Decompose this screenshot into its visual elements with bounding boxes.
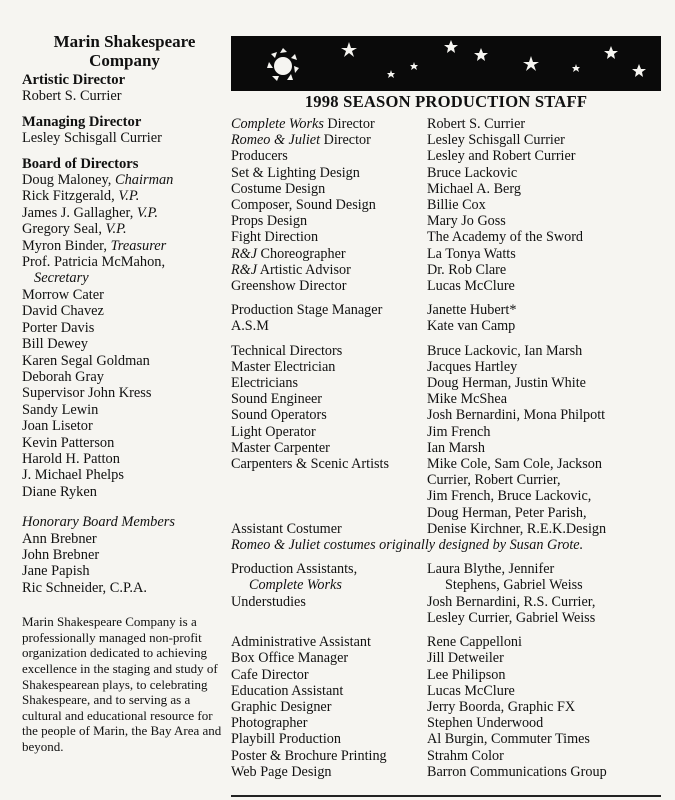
staff-row xyxy=(231,132,671,148)
staff-row xyxy=(231,577,671,593)
staff-row xyxy=(231,699,671,715)
staff-name: Lee Philipson xyxy=(427,666,506,683)
staff-role xyxy=(231,407,427,423)
board-member-name: Supervisor John Kress xyxy=(22,385,152,402)
board-member-name: Rick Fitzgerald, xyxy=(22,188,119,205)
bottom-rule xyxy=(231,795,661,797)
honorary-list xyxy=(22,531,227,597)
staff-role xyxy=(231,165,427,181)
staff-role xyxy=(231,213,427,229)
staff-role xyxy=(231,197,427,213)
staff-role xyxy=(231,116,427,132)
role-text: Production Stage Manager xyxy=(231,302,383,319)
board-member-name: Morrow Cater xyxy=(22,286,104,303)
staff-role xyxy=(231,229,427,245)
role-text: Director xyxy=(323,116,375,132)
board-member-name: Diane Ryken xyxy=(22,483,97,500)
board-member xyxy=(22,238,227,254)
staff-role xyxy=(231,748,427,764)
staff-role xyxy=(231,594,427,610)
staff-row xyxy=(231,764,671,780)
staff-row xyxy=(231,375,671,391)
board-member-title: V.P. xyxy=(105,221,127,238)
staff-role xyxy=(231,521,427,537)
staff-name: Denise Kirchner, R.E.K.Design xyxy=(427,520,607,537)
role-text: Artistic Advisor xyxy=(257,261,351,278)
artistic-director-label: Artistic Director xyxy=(22,72,126,88)
staff-role xyxy=(231,456,427,472)
board-member-name: Porter Davis xyxy=(22,319,95,336)
managing-director-label: Managing Director xyxy=(22,113,142,130)
role-text: Master Electrician xyxy=(231,358,336,375)
staff-name: Mike McShea xyxy=(427,391,507,408)
staff-row xyxy=(231,343,671,359)
staff-role xyxy=(231,577,445,593)
staff-role xyxy=(231,561,427,577)
role-text: Carpenters & Scenic Artists xyxy=(231,456,390,473)
costume-note: Romeo & Juliet costumes originally designed by Susan Grote. xyxy=(231,537,584,554)
staff-role xyxy=(231,634,427,650)
board-member xyxy=(22,254,227,270)
company-sidebar xyxy=(22,32,227,755)
board-member xyxy=(22,270,227,286)
staff-role xyxy=(231,318,427,334)
staff-name: Al Burgin, Commuter Times xyxy=(427,731,590,748)
staff-role xyxy=(231,359,427,375)
board-member-name: Karen Segal Goldman xyxy=(22,352,150,369)
spacer xyxy=(231,335,671,343)
board-member xyxy=(22,418,227,434)
board-member xyxy=(22,188,227,204)
staff-role xyxy=(231,132,427,148)
staff-name: Lucas McClure xyxy=(427,278,515,295)
staff-row xyxy=(231,302,671,318)
staff-row xyxy=(231,667,671,683)
staff-name: Billie Cox xyxy=(427,197,486,214)
honorary-member: John Brebner xyxy=(22,546,100,563)
board-member-title: V.P. xyxy=(136,204,158,221)
staff-row xyxy=(231,683,671,699)
role-text: Sound Operators xyxy=(231,407,327,424)
staff-row xyxy=(231,715,671,731)
company-title: Marin Shakespeare Company xyxy=(53,32,196,70)
staff-role xyxy=(231,731,427,747)
staff-role xyxy=(231,699,427,715)
staff-name: Jill Detweiler xyxy=(427,650,504,667)
role-italic: Complete Works xyxy=(249,577,342,594)
board-member xyxy=(22,320,227,336)
staff-row xyxy=(231,262,671,278)
staff-name: Dr. Rob Clare xyxy=(427,261,507,278)
staff-name: Stephen Underwood xyxy=(427,715,544,732)
managing-director-name: Lesley Schisgall Currier xyxy=(22,130,162,147)
sun-icon xyxy=(267,48,299,81)
role-text: Props Design xyxy=(231,213,308,230)
staff-row xyxy=(231,197,671,213)
staff-row xyxy=(231,407,671,423)
board-member-name: Sandy Lewin xyxy=(22,401,99,418)
staff-row xyxy=(231,278,671,294)
staff-name: Jerry Boorda, Graphic FX xyxy=(427,698,576,715)
role-text: Graphic Designer xyxy=(231,698,332,715)
board-member xyxy=(22,484,227,500)
staff-role xyxy=(231,610,427,626)
staff-name: Josh Bernardini, Mona Philpott xyxy=(427,407,606,424)
role-text: Technical Directors xyxy=(231,342,343,359)
staff-name: Bruce Lackovic, Ian Marsh xyxy=(427,342,583,359)
staff-row xyxy=(231,318,671,334)
board-member xyxy=(22,205,227,221)
staff-role xyxy=(231,278,427,294)
board-member xyxy=(22,467,227,483)
role-text: Fight Direction xyxy=(231,229,319,246)
staff-name: Jim French xyxy=(427,423,491,440)
role-text: Composer, Sound Design xyxy=(231,197,376,214)
staff-row xyxy=(231,391,671,407)
staff-row xyxy=(231,634,671,650)
staff-role xyxy=(231,488,427,504)
board-label: Board of Directors xyxy=(22,155,139,172)
board-member-name: J. Michael Phelps xyxy=(22,467,124,484)
board-member xyxy=(22,353,227,369)
staff-role xyxy=(231,262,427,278)
board-list xyxy=(22,172,227,500)
staff-row xyxy=(231,165,671,181)
staff-name: Doug Herman, Justin White xyxy=(427,375,586,392)
staff-name: Mary Jo Goss xyxy=(427,213,506,230)
staff-row xyxy=(231,116,671,132)
staff-role xyxy=(231,424,427,440)
about-text: Marin Shakespeare Company is a professionally managed non-profit organization dedicated to achieving excellence in the staging and study of Shakespearean plays, to celebrating Shakespeare, and to serving as a cultural and educational resource for the people of Marin, the Bay Area and beyond. xyxy=(22,614,222,754)
honorary-member: Jane Papish xyxy=(22,563,90,580)
staff-role xyxy=(231,391,427,407)
production-staff-list xyxy=(231,116,671,780)
staff-name: Laura Blythe, Jennifer xyxy=(427,561,555,578)
staff-row xyxy=(231,650,671,666)
board-member xyxy=(22,172,227,188)
staff-role xyxy=(231,375,427,391)
board-member-name: Prof. Patricia McMahon, xyxy=(22,254,166,271)
board-member-name: Harold H. Patton xyxy=(22,450,120,467)
staff-role xyxy=(231,440,427,456)
board-member-name: Deborah Gray xyxy=(22,368,104,385)
role-text: Costume Design xyxy=(231,180,326,197)
board-member-name: Doug Maloney, xyxy=(22,172,115,189)
role-text: A.S.M xyxy=(231,318,269,335)
staff-role xyxy=(231,505,427,521)
role-text: Producers xyxy=(231,148,288,165)
staff-row xyxy=(231,731,671,747)
staff-role xyxy=(231,302,427,318)
role-text: Administrative Assistant xyxy=(231,634,371,651)
role-text: Understudies xyxy=(231,593,306,610)
board-member xyxy=(22,435,227,451)
staff-row xyxy=(231,181,671,197)
staff-role xyxy=(231,683,427,699)
role-italic: R&J xyxy=(231,261,257,278)
board-member xyxy=(22,336,227,352)
staff-role xyxy=(231,246,427,262)
role-text: Electricians xyxy=(231,375,298,392)
role-text: Cafe Director xyxy=(231,666,309,683)
role-text: Master Carpenter xyxy=(231,439,330,456)
stars-icon xyxy=(341,40,646,78)
staff-name: Lesley and Robert Currier xyxy=(427,148,576,165)
board-member-name: Myron Binder, xyxy=(22,237,111,254)
staff-name: Strahm Color xyxy=(427,747,504,764)
staff-name: Stephens, Gabriel Weiss xyxy=(445,577,583,594)
staff-row xyxy=(231,440,671,456)
board-member-name: Joan Lisetor xyxy=(22,418,93,435)
staff-role xyxy=(231,764,427,780)
role-text: Production Assistants, xyxy=(231,561,358,578)
staff-name: Lesley Currier, Gabriel Weiss xyxy=(427,609,596,626)
role-text: Director xyxy=(320,132,371,149)
staff-row xyxy=(231,246,671,262)
staff-row xyxy=(231,424,671,440)
staff-name: Jim French, Bruce Lackovic, xyxy=(427,488,592,505)
staff-row xyxy=(231,488,671,504)
staff-role xyxy=(231,667,427,683)
staff-name: Lesley Schisgall Currier xyxy=(427,132,565,149)
staff-row xyxy=(231,148,671,164)
staff-role xyxy=(231,715,427,731)
role-text: Sound Engineer xyxy=(231,391,323,408)
board-member-title: Treasurer xyxy=(110,237,167,254)
staff-name: Janette Hubert* xyxy=(427,302,517,319)
role-text: Education Assistant xyxy=(231,682,344,699)
role-text: Greenshow Director xyxy=(231,278,347,295)
staff-name: Currier, Robert Currier, xyxy=(427,472,561,489)
staff-name: Ian Marsh xyxy=(427,439,485,456)
staff-name: Doug Herman, Peter Parish, xyxy=(427,504,587,521)
role-text: Choreographer xyxy=(257,245,346,262)
staff-name: Michael A. Berg xyxy=(427,180,521,197)
role-italic: Romeo & Juliet xyxy=(231,132,321,149)
staff-role xyxy=(231,650,427,666)
staff-row xyxy=(231,610,671,626)
season-title: 1998 SEASON PRODUCTION STAFF xyxy=(304,92,588,111)
role-text: Playbill Production xyxy=(231,731,341,748)
honorary-label: Honorary Board Members xyxy=(22,514,175,531)
spacer xyxy=(231,626,671,634)
staff-row xyxy=(231,561,671,577)
staff-row xyxy=(231,594,671,610)
role-text: Photographer xyxy=(231,715,308,732)
staff-role xyxy=(231,148,427,164)
staff-name: Josh Bernardini, R.S. Currier, xyxy=(427,593,596,610)
board-member xyxy=(22,221,227,237)
board-member xyxy=(22,385,227,401)
staff-name: Lucas McClure xyxy=(427,682,515,699)
sun-and-stars-illustration xyxy=(231,36,661,91)
staff-row xyxy=(231,521,671,537)
board-member-title: Chairman xyxy=(115,172,174,189)
board-member-name: Bill Dewey xyxy=(22,336,88,353)
role-text: Box Office Manager xyxy=(231,650,349,667)
role-italic: R&J xyxy=(231,245,257,262)
staff-row xyxy=(231,505,671,521)
role-text: Poster & Brochure Printing xyxy=(231,747,387,764)
staff-row xyxy=(231,213,671,229)
spacer xyxy=(231,553,671,561)
staff-name: Rene Cappelloni xyxy=(427,634,522,651)
staff-name: The Academy of the Sword xyxy=(427,229,584,246)
board-member xyxy=(22,451,227,467)
honorary-member: Ann Brebner xyxy=(22,530,97,547)
board-member-title: Secretary xyxy=(34,270,89,287)
role-text: Web Page Design xyxy=(231,763,332,780)
board-member-name: James J. Gallagher, xyxy=(22,204,137,221)
staff-role xyxy=(231,181,427,197)
staff-name: La Tonya Watts xyxy=(427,245,516,262)
staff-role xyxy=(231,472,427,488)
staff-name: Jacques Hartley xyxy=(427,358,518,375)
role-text: Assistant Costumer xyxy=(231,520,342,537)
staff-role xyxy=(231,343,427,359)
board-member xyxy=(22,287,227,303)
board-member-name: Kevin Patterson xyxy=(22,434,115,451)
staff-name: Bruce Lackovic xyxy=(427,164,518,181)
board-member-name: Gregory Seal, xyxy=(22,221,106,238)
board-member xyxy=(22,402,227,418)
staff-row xyxy=(231,359,671,375)
staff-row xyxy=(231,748,671,764)
artistic-director-name: Robert S. Currier xyxy=(22,88,122,105)
starry-banner xyxy=(231,36,661,91)
board-member xyxy=(22,303,227,319)
staff-row xyxy=(231,472,671,488)
role-text: Set & Lighting Design xyxy=(231,164,360,181)
staff-row xyxy=(231,229,671,245)
board-member xyxy=(22,369,227,385)
staff-row xyxy=(231,456,671,472)
spacer xyxy=(231,294,671,302)
staff-name: Robert S. Currier xyxy=(427,116,526,132)
board-member-name: David Chavez xyxy=(22,303,104,320)
role-italic: Complete Works xyxy=(231,116,324,132)
board-member-title: V.P. xyxy=(118,188,140,205)
staff-name: Barron Communications Group xyxy=(427,763,607,780)
honorary-member: Ric Schneider, C.P.A. xyxy=(22,579,147,596)
staff-name: Kate van Camp xyxy=(427,318,516,335)
staff-name: Mike Cole, Sam Cole, Jackson xyxy=(427,456,602,473)
role-text: Light Operator xyxy=(231,423,316,440)
